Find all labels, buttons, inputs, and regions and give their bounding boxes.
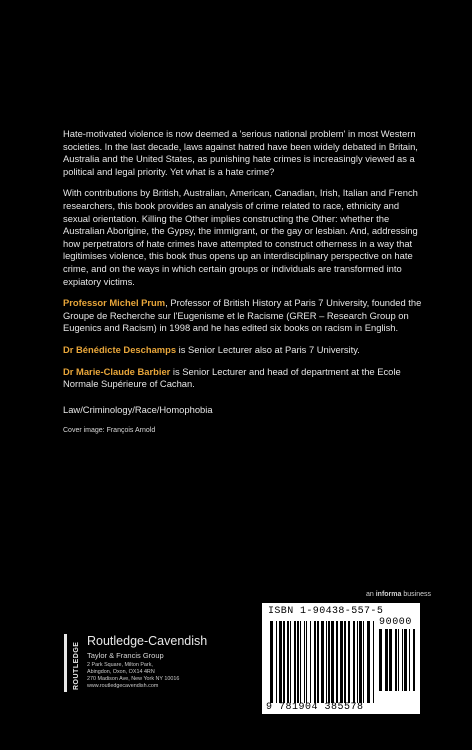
contributor-name: Dr Bénédicte Deschamps (63, 343, 177, 355)
address-line: www.routledgecavendish.com (87, 683, 159, 689)
barcode-bar (300, 621, 301, 703)
barcode-bar (357, 621, 358, 703)
barcode-bar (367, 621, 370, 703)
logo-text: ROUTLEDGE (73, 641, 80, 690)
barcode-bar (314, 621, 316, 703)
barcode-bar (395, 629, 397, 691)
isbn-barcode (262, 603, 420, 714)
barcode-bar (297, 621, 299, 703)
publisher-name: Routledge-Cavendish (87, 634, 208, 648)
ean-number: 9 781904 385578 (266, 702, 364, 713)
address-line: Abingdon, Oxon, OX14 4RN (87, 669, 155, 675)
isbn-number: ISBN 1-90438-557-5 (268, 606, 384, 617)
address-line: 2 Park Square, Milton Park, (87, 662, 153, 668)
barcode-bar (310, 621, 311, 703)
informa-brand: informa (375, 591, 402, 598)
contributor-name: Professor Michel Prum (63, 297, 166, 309)
contributor-description: is Senior Lecturer also at Paris 7 University. (176, 343, 360, 355)
barcode-bar (402, 629, 403, 691)
barcode-bar (290, 621, 291, 703)
barcode-bar (353, 621, 355, 703)
barcode-bar (389, 629, 392, 691)
barcode-bar (321, 621, 324, 703)
barcode-bar (344, 621, 346, 703)
barcode-bar (413, 629, 415, 691)
blurb-paragraph-2: With contributions by British, Australian, American, Canadian, Irish, Italian and French researchers, this book provides an analysis of crime related to race, ethnicity and sexual orientation. Killing the Other implies constructing the Other: whether the Australian Aborigine, the Gypsy, the immigrant, or the gay or lesbian. And, addressing how perpetrators of hate crimes have attempted to construct otherness in a way that legitimises violence, this book thus opens up an interdisciplinary perspective on hate crime, and on the ways in which certain groups or individuals are transformed into expiatory victims. (63, 187, 418, 287)
ean-barcode-bars (270, 621, 374, 703)
barcode-bar (385, 629, 388, 691)
barcode-bar (294, 621, 296, 703)
barcode-bar (363, 621, 364, 703)
barcode-bar (279, 621, 282, 703)
subject-categories: Law/Criminology/Race/Homophobia (63, 403, 213, 415)
barcode-bar (404, 629, 407, 691)
cover-text (63, 128, 423, 447)
barcode-bar (398, 629, 399, 691)
barcode-bar (270, 621, 273, 703)
barcode-bar (331, 621, 334, 703)
contributor-description: , Professor of British History at Paris 7 University, founded the Groupe de Recherche sur l'Eugenisme et le Racisme (GRER – Research Group on Eugenics and Racism) in 1998 and he has edited six books on racism in English. (63, 297, 422, 334)
barcode-bar (317, 621, 319, 703)
contributor-bio-3 (63, 366, 423, 391)
barcode-bar (340, 621, 343, 703)
contributor-description: is Senior Lecturer and head of department at the Ecole Normale Supérieure of Cachan. (63, 365, 401, 390)
contributor-name: Dr Marie-Claude Barbier (63, 365, 171, 377)
routledge-logo-icon (63, 634, 83, 692)
barcode-bar (304, 621, 305, 703)
price-code: 90000 (379, 617, 413, 628)
barcode-bar (276, 621, 277, 703)
address-line: 270 Madison Ave, New York NY 10016 (87, 676, 180, 682)
informa-prefix: an (366, 591, 376, 598)
barcode-bar (359, 621, 362, 703)
barcode-bar (287, 621, 289, 703)
publisher-group: Taylor & Francis Group (87, 651, 164, 660)
barcode-bar (328, 621, 330, 703)
barcode-bar (336, 621, 338, 703)
addon-barcode-bars (379, 629, 415, 691)
barcode-bar (373, 621, 374, 703)
contributor-bio-2 (63, 344, 423, 357)
publisher-block (63, 634, 263, 714)
barcode-bar (348, 621, 350, 703)
contributor-bio-1 (63, 297, 423, 335)
barcode-bar (379, 629, 382, 691)
barcode-bar (326, 621, 327, 703)
barcode-bar (306, 621, 307, 703)
informa-tagline (366, 591, 431, 598)
barcode-bar (409, 629, 410, 691)
informa-suffix: business (401, 591, 431, 598)
publisher-address (87, 662, 179, 690)
cover-image-credit: Cover image: François Arnold (63, 427, 156, 435)
barcode-bar (283, 621, 285, 703)
blurb-paragraph-1: Hate-motivated violence is now deemed a 'serious national problem' in most Western societies. In the last decade, laws against hatred have been widely debated in Britain, Australia and the United States, as punishing hate crimes is increasingly viewed as a political and legal priority. Yet what is a hate crime? (63, 128, 418, 177)
